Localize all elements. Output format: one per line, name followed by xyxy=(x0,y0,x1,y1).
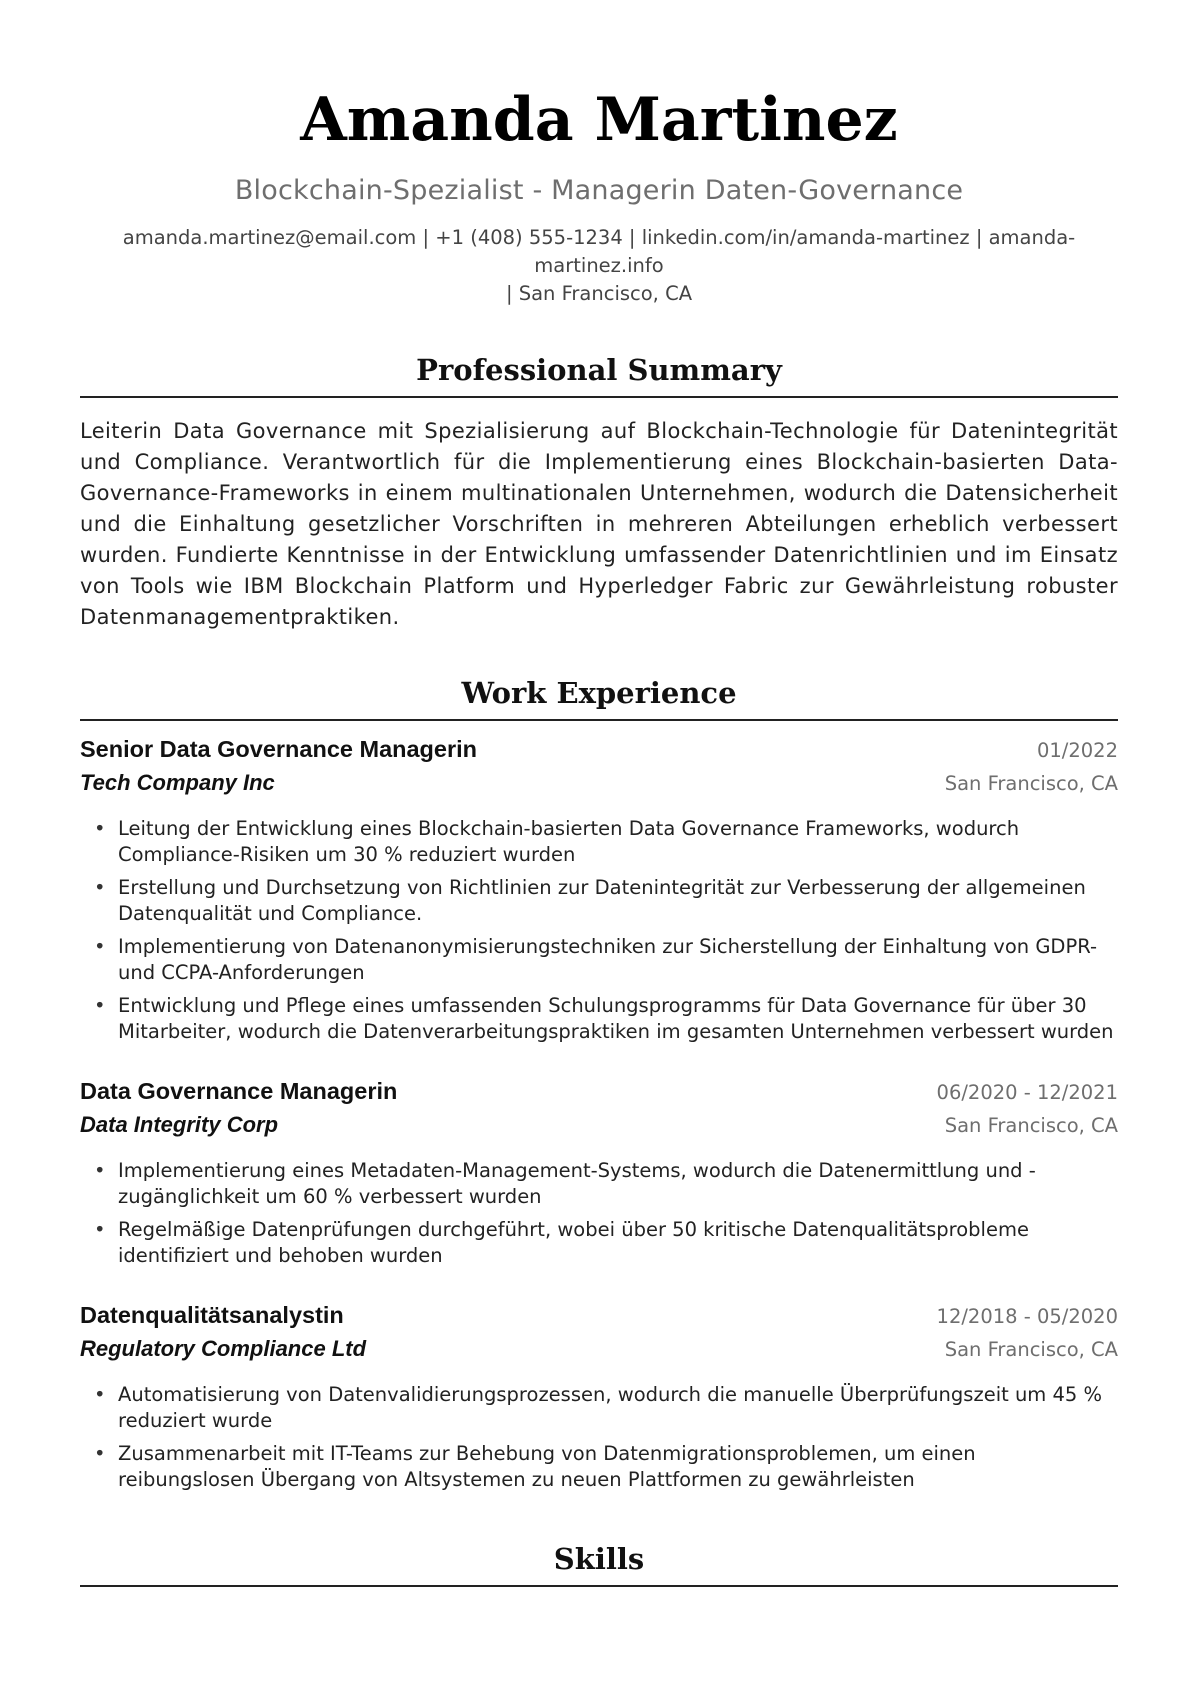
job-bullets xyxy=(80,816,1118,1045)
bullet-text: Erstellung und Durchsetzung von Richtlinien zur Datenintegrität zur Verbesserung der allgemeinen Datenqualität und Compliance. xyxy=(118,876,1086,925)
list-item xyxy=(94,993,1118,1045)
job-header xyxy=(80,733,1118,767)
job-subheader xyxy=(80,1109,1118,1142)
list-item xyxy=(94,1382,1118,1434)
bullet-icon: • xyxy=(94,876,106,899)
bullet-icon: • xyxy=(94,1159,106,1182)
job-bullets xyxy=(80,1158,1118,1269)
job-dates: 12/2018 - 05/2020 xyxy=(936,1305,1118,1328)
skills-heading: Skills xyxy=(80,1539,1118,1587)
job-location: San Francisco, CA xyxy=(944,772,1118,795)
job-dates: 01/2022 xyxy=(1036,739,1118,762)
bullet-icon: • xyxy=(94,1383,106,1406)
job-company: Data Integrity Corp xyxy=(80,1112,279,1137)
bullet-text: Implementierung von Datenanonymisierungstechniken zur Sicherstellung der Einhaltung von GDPR- und CCPA-Anforderungen xyxy=(118,935,1097,984)
bullet-icon: • xyxy=(94,1218,106,1241)
bullet-text: Automatisierung von Datenvalidierungsprozessen, wodurch die manuelle Überprüfungszeit um 45 % reduziert wurde xyxy=(118,1383,1103,1432)
job-header xyxy=(80,1075,1118,1109)
bullet-text: Regelmäßige Datenprüfungen durchgeführt, wobei über 50 kritische Datenqualitätsprobleme identifiziert und behoben wurden xyxy=(118,1218,1029,1267)
list-item xyxy=(94,816,1118,868)
job-bullets xyxy=(80,1382,1118,1493)
candidate-name: Amanda Martinez xyxy=(300,85,898,155)
bullet-text: Zusammenarbeit mit IT-Teams zur Behebung von Datenmigrationsproblemen, um einen reibungslosen Übergang von Altsystemen zu neuen Plattformen zu gewährleisten xyxy=(118,1442,976,1491)
summary-heading: Professional Summary xyxy=(80,350,1118,398)
job-title: Data Governance Managerin xyxy=(80,1078,398,1104)
bullet-icon: • xyxy=(94,817,106,840)
job-title: Datenqualitätsanalystin xyxy=(80,1302,344,1328)
list-item xyxy=(94,1441,1118,1493)
job-location: San Francisco, CA xyxy=(944,1338,1118,1361)
summary-section xyxy=(80,350,1118,633)
experience-heading: Work Experience xyxy=(80,673,1118,721)
contact-line-2: | San Francisco, CA xyxy=(505,282,693,305)
list-item xyxy=(94,1158,1118,1210)
experience-section xyxy=(80,673,1118,1493)
candidate-title: Blockchain-Spezialist - Managerin Daten-Governance xyxy=(234,175,964,206)
contact-info xyxy=(80,224,1118,308)
job-company: Regulatory Compliance Ltd xyxy=(80,1336,367,1361)
skills-section xyxy=(80,1539,1118,1587)
list-item xyxy=(94,1217,1118,1269)
list-item xyxy=(94,934,1118,986)
resume-page xyxy=(80,0,1118,1587)
job-company: Tech Company Inc xyxy=(80,770,275,795)
job-entry xyxy=(80,733,1118,1045)
job-entry xyxy=(80,1075,1118,1269)
job-location: San Francisco, CA xyxy=(944,1114,1118,1137)
job-entry xyxy=(80,1299,1118,1493)
bullet-icon: • xyxy=(94,994,106,1017)
bullet-text: Leitung der Entwicklung eines Blockchain-basierten Data Governance Frameworks, wodurch Compliance-Risiken um 30 % reduziert wurden xyxy=(118,817,1020,866)
bullet-icon: • xyxy=(94,935,106,958)
job-subheader xyxy=(80,1333,1118,1366)
list-item xyxy=(94,875,1118,927)
job-header xyxy=(80,1299,1118,1333)
bullet-icon: • xyxy=(94,1442,106,1465)
contact-line-1: amanda.martinez@email.com | +1 (408) 555-1234 | linkedin.com/in/amanda-martinez | amanda-martinez.info xyxy=(122,226,1076,277)
bullet-text: Entwicklung und Pflege eines umfassenden Schulungsprogramms für Data Governance für über 30 Mitarbeiter, wodurch die Datenverarbeitungspraktiken im gesamten Unternehmen verbessert wurden xyxy=(118,994,1114,1043)
job-title: Senior Data Governance Managerin xyxy=(80,736,478,762)
bullet-text: Implementierung eines Metadaten-Management-Systems, wodurch die Datenermittlung und -zugänglichkeit um 60 % verbessert wurden xyxy=(118,1159,1036,1208)
job-dates: 06/2020 - 12/2021 xyxy=(936,1081,1118,1104)
summary-text: Leiterin Data Governance mit Spezialisierung auf Blockchain-Technologie für Datenintegrität und Compliance. Verantwortlich für die Implementierung eines Blockchain-basierten Data-Governance-Frameworks in einem multinationalen Unternehmen, wodurch die Datensicherheit und die Einhaltung gesetzlicher Vorschriften in mehreren Abteilungen erheblich verbessert wurden. Fundierte Kenntnisse in der Entwicklung umfassender Datenrichtlinien und im Einsatz von Tools wie IBM Blockchain Platform und Hyperledger Fabric zur Gewährleistung robuster Datenmanagementpraktiken. xyxy=(80,419,1118,629)
job-subheader xyxy=(80,767,1118,800)
